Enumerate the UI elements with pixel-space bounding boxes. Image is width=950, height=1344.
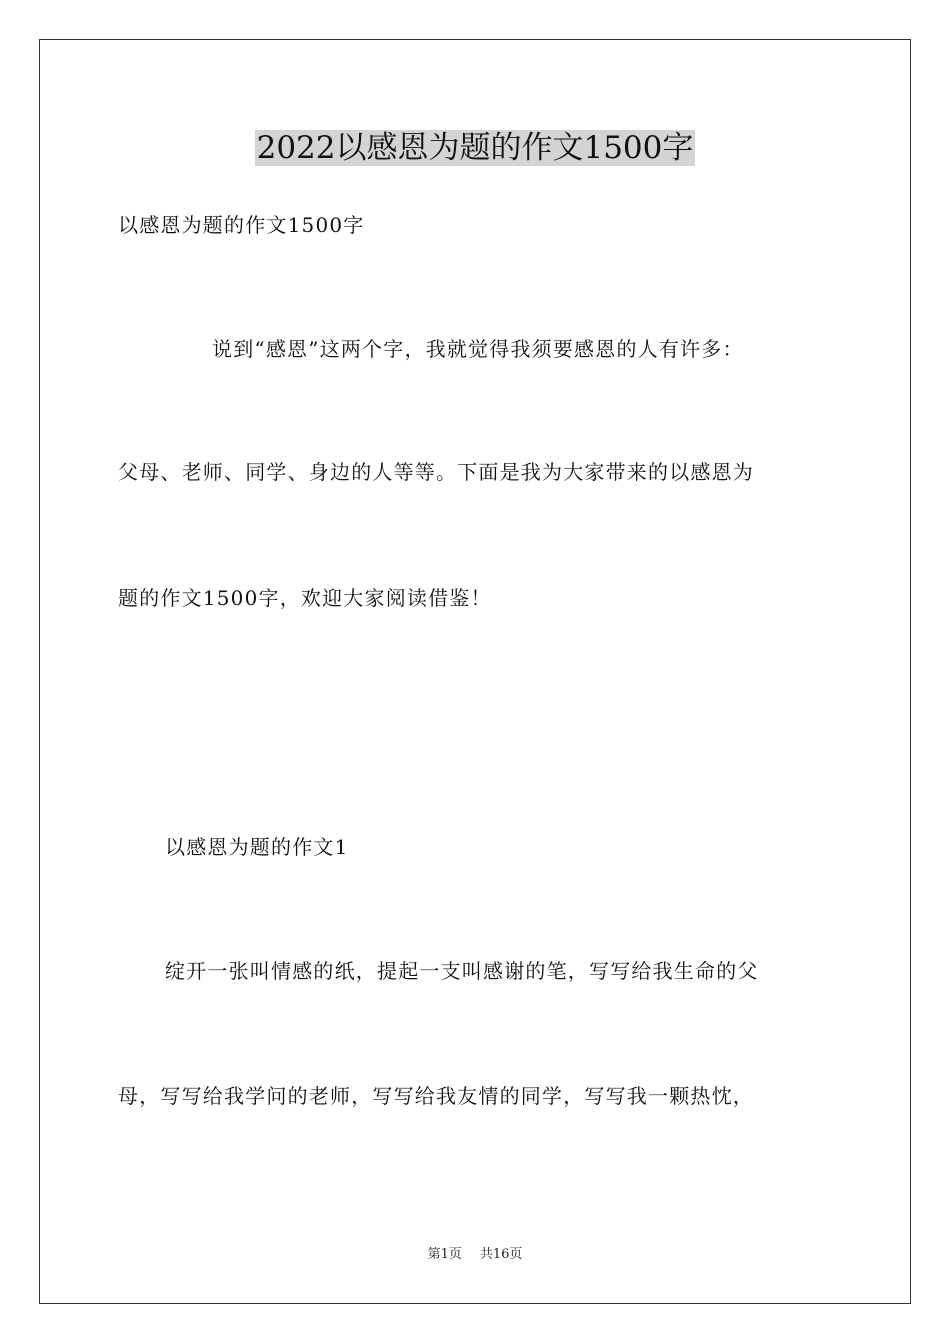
body-line-1: 绽开一张叫情感的纸，提起一支叫感谢的笔，写写给我生命的父 (165, 959, 759, 983)
intro-line-2: 父母、老师、同学、身边的人等等。下面是我为大家带来的以感恩为 (118, 460, 754, 484)
page-number: 第1页 (427, 1247, 462, 1262)
section-heading: 以感恩为题的作文1 (165, 835, 349, 859)
intro-line-1: 说到“感恩”这两个字，我就觉得我须要感恩的人有许多： (212, 337, 744, 361)
document-title (0, 128, 950, 168)
document-subtitle: 以感恩为题的作文1500字 (118, 213, 365, 237)
page-footer (0, 1246, 950, 1264)
intro-line-3: 题的作文1500字，欢迎大家阅读借鉴！ (118, 586, 492, 610)
page-total: 共16页 (479, 1247, 523, 1262)
body-line-2: 母，写写给我学问的老师，写写给我友情的同学，写写我一颗热忱， (118, 1084, 754, 1108)
document-title-text: 2022以感恩为题的作文1500字 (256, 130, 694, 166)
